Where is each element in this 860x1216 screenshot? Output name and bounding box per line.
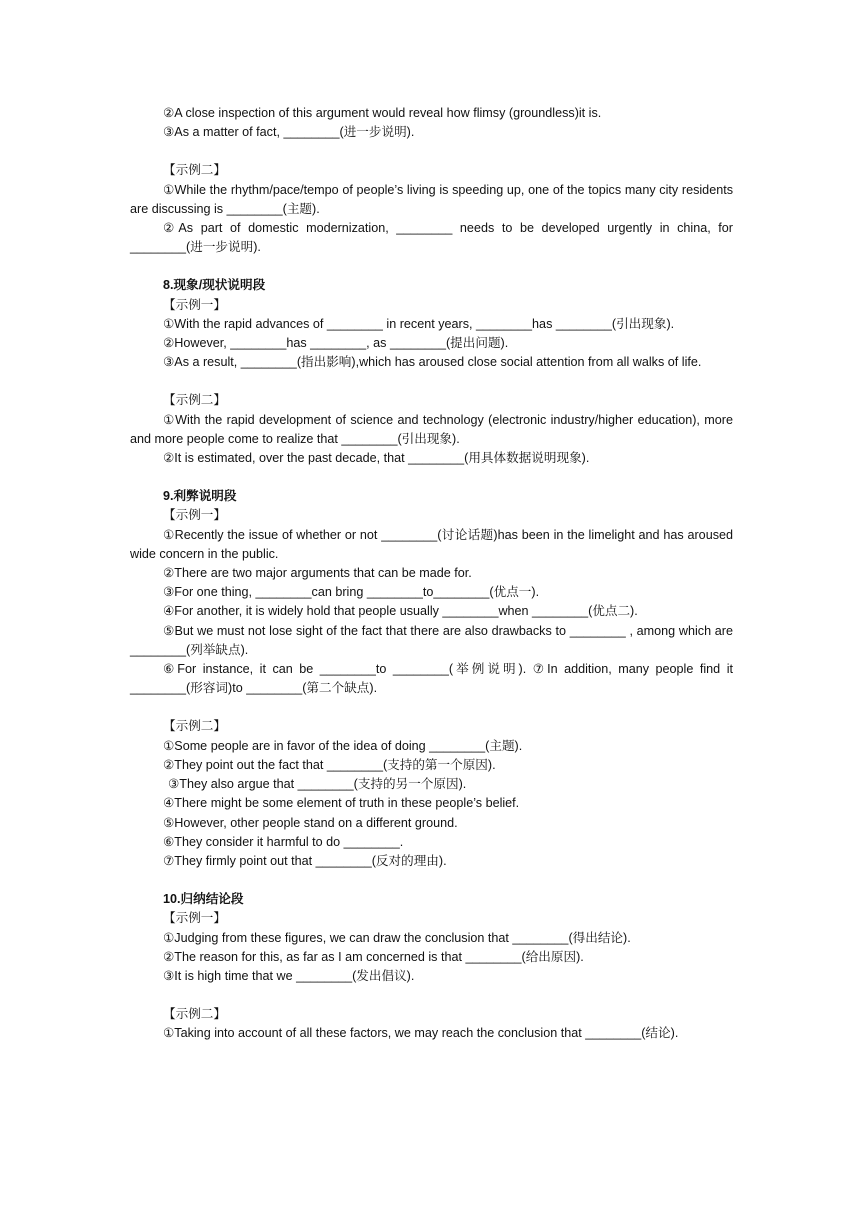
document-page [130,104,733,1044]
section-heading: 8.现象/现状说明段 [163,278,266,293]
paragraph: ②As part of domestic modernization, ________ needs to be developed urgently in china, for ________(进一步说明). [130,221,733,255]
paragraph: ①Recently the issue of whether or not ________(讨论话题)has been in the limelight and has aroused wide concern in the public. [130,527,733,561]
paragraph: ②They point out the fact that ________(支持的第一个原因). [163,757,496,772]
paragraph: ⑤But we must not lose sight of the fact that there are also drawbacks to ________ , among which are ________(列举缺点). [130,623,733,657]
paragraph: ⑥They consider it harmful to do ________. [163,834,404,849]
example-label: 【示例一】 [163,297,226,312]
paragraph: ③They also argue that ________(支持的另一个原因). [168,777,467,792]
paragraph: ③For one thing, ________can bring ________to________(优点一). [163,585,540,600]
paragraph: ①Some people are in favor of the idea of doing ________(主题). [163,738,523,753]
paragraph: ③It is high time that we ________(发出倡议). [163,968,415,983]
paragraph: ④For another, it is widely hold that people usually ________when ________(优点二). [163,604,638,619]
paragraph: ⑤However, other people stand on a different ground. [163,815,458,830]
example-label: 【示例二】 [163,719,226,734]
paragraph: ②The reason for this, as far as I am concerned is that ________(给出原因). [163,949,584,964]
paragraph: ①Judging from these figures, we can draw the conclusion that ________(得出结论). [163,930,631,945]
example-label: 【示例二】 [163,1007,226,1022]
paragraph: ①Taking into account of all these factors, we may reach the conclusion that ________(结论). [163,1026,679,1041]
paragraph: ①With the rapid development of science and technology (electronic industry/higher education), more and more people come to realize that ________(引出现象). [130,412,733,446]
paragraph: ②However, ________has ________, as ________(提出问题). [163,336,509,351]
example-label: 【示例一】 [163,508,226,523]
example-label: 【示例二】 [163,393,226,408]
section-heading: 10.归纳结论段 [163,892,244,907]
example-label: 【示例二】 [163,163,226,178]
paragraph: ②There are two major arguments that can be made for. [163,566,472,581]
paragraph: ④There might be some element of truth in these people’s belief. [163,796,520,811]
paragraph: ①With the rapid advances of ________ in recent years, ________has ________(引出现象). [163,316,675,331]
paragraph: ②It is estimated, over the past decade, that ________(用具体数据说明现象). [163,451,590,466]
section-heading: 9.利弊说明段 [163,489,237,504]
paragraph: ②A close inspection of this argument would reveal how flimsy (groundless)it is. [163,106,602,120]
paragraph: ③As a matter of fact, ________(进一步说明). [163,125,415,140]
example-label: 【示例一】 [163,911,226,926]
paragraph: ③As a result, ________(指出影响),which has aroused close social attention from all walks of life. [163,355,702,370]
paragraph: ⑦They firmly point out that ________(反对的理由). [163,853,447,868]
paragraph: ①While the rhythm/pace/tempo of people’s living is speeding up, one of the topics many city residents are discussing is ________(主题). [130,182,733,216]
paragraph: ⑥For instance, it can be ________to ________(举例说明). ⑦In addition, many people find it ________(形容词)to ________(第二个缺点). [130,662,733,696]
